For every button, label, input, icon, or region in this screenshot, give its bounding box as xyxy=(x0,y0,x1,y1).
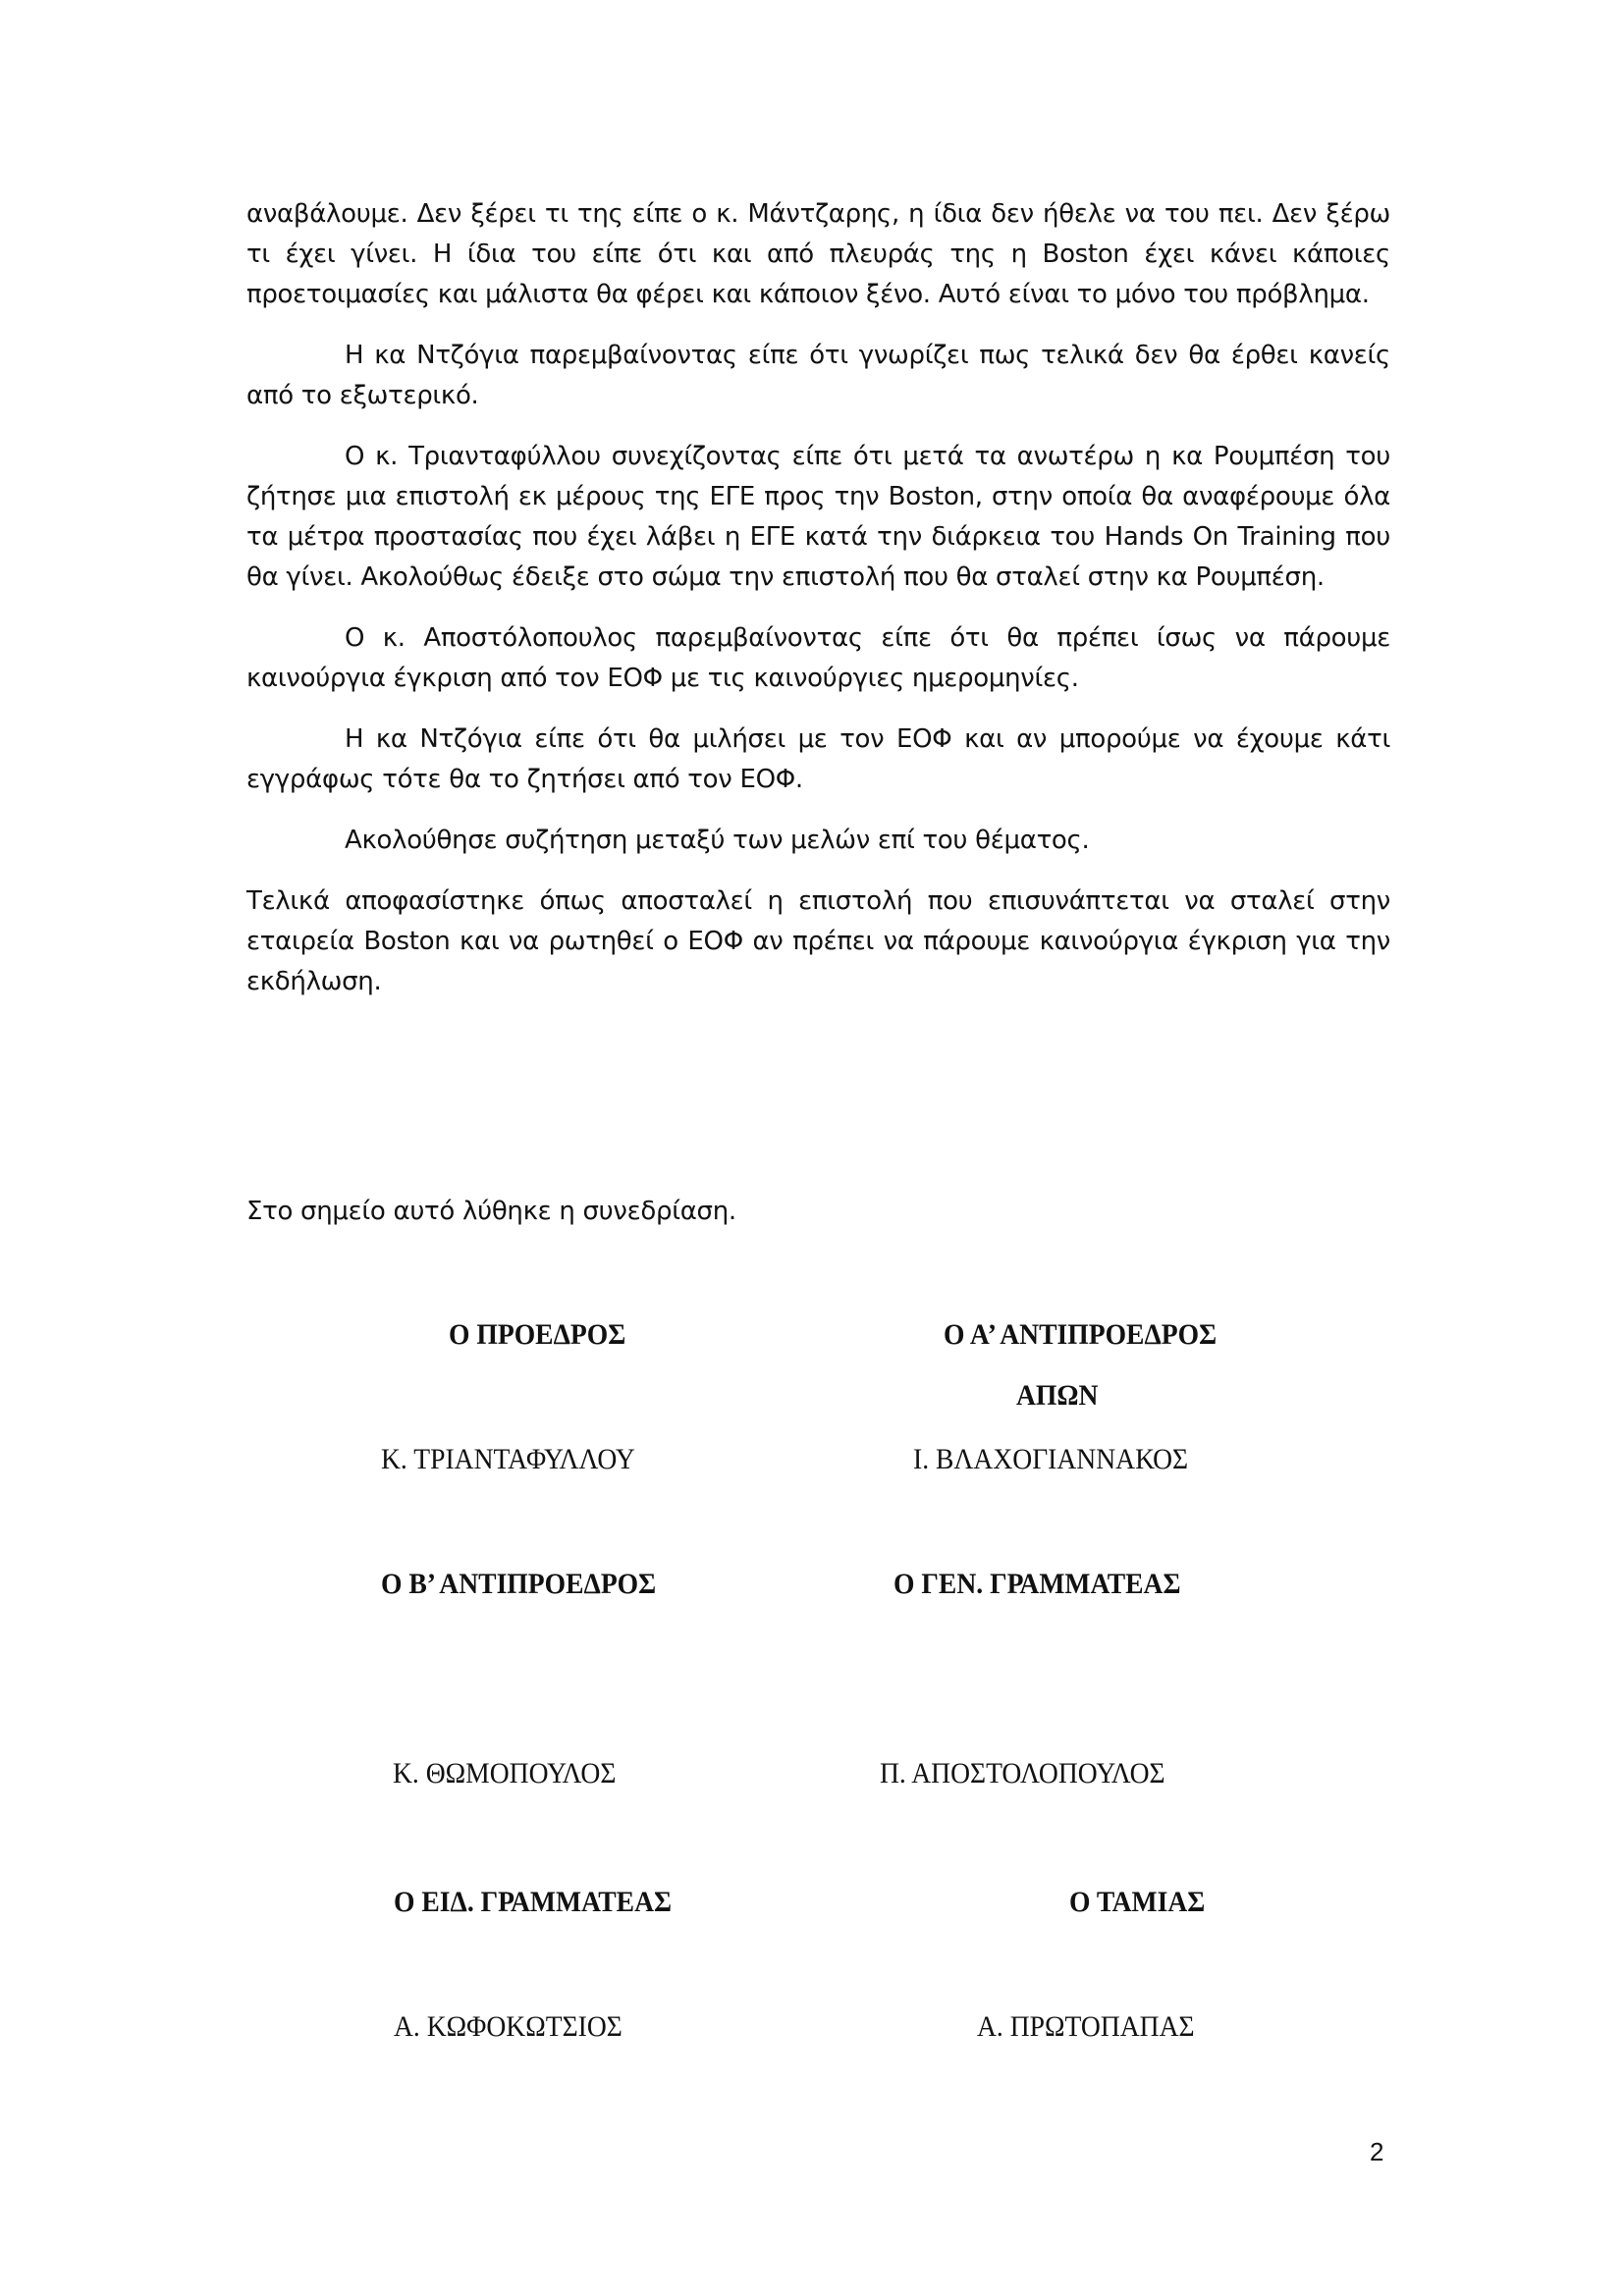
vp-a-absent-label: ΑΠΩΝ xyxy=(1016,1379,1099,1412)
paragraph-apostolopoulos-approval: Ο κ. Αποστόλοπουλος παρεμβαίνοντας είπε ότι θα πρέπει ίσως να πάρουμε καινούργια έγκριση από τον ΕΟΦ με τις καινούργιες ημερομηνίες. xyxy=(246,623,1390,693)
closing-statement: Στο σημείο αυτό λύθηκε η συνεδρίαση. xyxy=(246,1197,736,1226)
paragraph-discussion: Ακολούθησε συζήτηση μεταξύ των μελών επί του θέματος. xyxy=(345,826,1090,855)
paragraph-triantafyllou-letter: Ο κ. Τριανταφύλλου συνεχίζοντας είπε ότι μετά τα ανωτέρω η κα Ρουμπέση του ζήτησε μια επιστολή εκ μέρους της ΕΓΕ προς την Boston, στην οποία θα αναφέρουμε όλα τα μέτρα προστασίας που έχει λάβει η ΕΓΕ κατά την διάρκεια του Hands On Training που θα γίνει. Ακολούθως έδειξε στο σώμα την επιστολή που θα σταλεί στην κα Ρουμπέση. xyxy=(246,442,1390,592)
president-title: Ο ΠΡΟΕΔΡΟΣ xyxy=(449,1318,626,1351)
closing-statement-block xyxy=(246,1192,1390,1232)
gen-secretary-title: Ο ΓΕΝ. ΓΡΑΜΜΑΤΕΑΣ xyxy=(893,1568,1181,1600)
treasurer-name: Α. ΠΡΩΤΟΠΑΠΑΣ xyxy=(977,2010,1195,2043)
special-secretary-name: Α. ΚΩΦΟΚΩΤΣΙΟΣ xyxy=(394,2010,623,2043)
gen-secretary-name: Π. ΑΠΟΣΤΟΛΟΠΟΥΛΟΣ xyxy=(880,1757,1165,1789)
vp-b-title: Ο Β’ ΑΝΤΙΠΡΟΕΔΡΟΣ xyxy=(381,1568,657,1600)
special-secretary-title: Ο ΕΙΔ. ΓΡΑΜΜΑΤΕΑΣ xyxy=(394,1886,673,1918)
minutes-body xyxy=(246,194,1390,1002)
treasurer-title: Ο ΤΑΜΙΑΣ xyxy=(1069,1886,1206,1918)
paragraph-ntzogia-abroad: Η κα Ντζόγια παρεμβαίνοντας είπε ότι γνωρίζει πως τελικά δεν θα έρθει κανείς από το εξωτερικό. xyxy=(246,341,1390,410)
page-number: 2 xyxy=(1370,2137,1384,2166)
vp-a-name: Ι. ΒΛΑΧΟΓΙΑΝΝΑΚΟΣ xyxy=(913,1443,1189,1475)
paragraph-ntzogia-eof: Η κα Ντζόγια είπε ότι θα μιλήσει με τον ΕΟΦ και αν μπορούμε να έχουμε κάτι εγγράφως τότε θα το ζητήσει από τον ΕΟΦ. xyxy=(246,724,1390,794)
vp-b-name: Κ. ΘΩΜΟΠΟΥΛΟΣ xyxy=(393,1757,617,1789)
vp-a-title: Ο Α’ ΑΝΤΙΠΡΟΕΔΡΟΣ xyxy=(944,1318,1218,1351)
paragraph-continuation: αναβάλουμε. Δεν ξέρει τι της είπε ο κ. Μάντζαρης, η ίδια δεν ήθελε να του πει. Δεν ξέρω τι έχει γίνει. Η ίδια του είπε ότι και από πλευράς της η Boston έχει κάνει κάποιες προετοιμασίες και μάλιστα θα φέρει και κάποιον ξένο. Αυτό είναι το μόνο του πρόβλημα. xyxy=(246,199,1390,309)
paragraph-decision: Τελικά αποφασίστηκε όπως αποσταλεί η επιστολή που επισυνάπτεται να σταλεί στην εταιρεία Boston και να ρωτηθεί ο ΕΟΦ αν πρέπει να πάρουμε καινούργια έγκριση για την εκδήλωση. xyxy=(246,886,1390,996)
president-name: Κ. ΤΡΙΑΝΤΑΦΥΛΛΟΥ xyxy=(381,1443,635,1475)
